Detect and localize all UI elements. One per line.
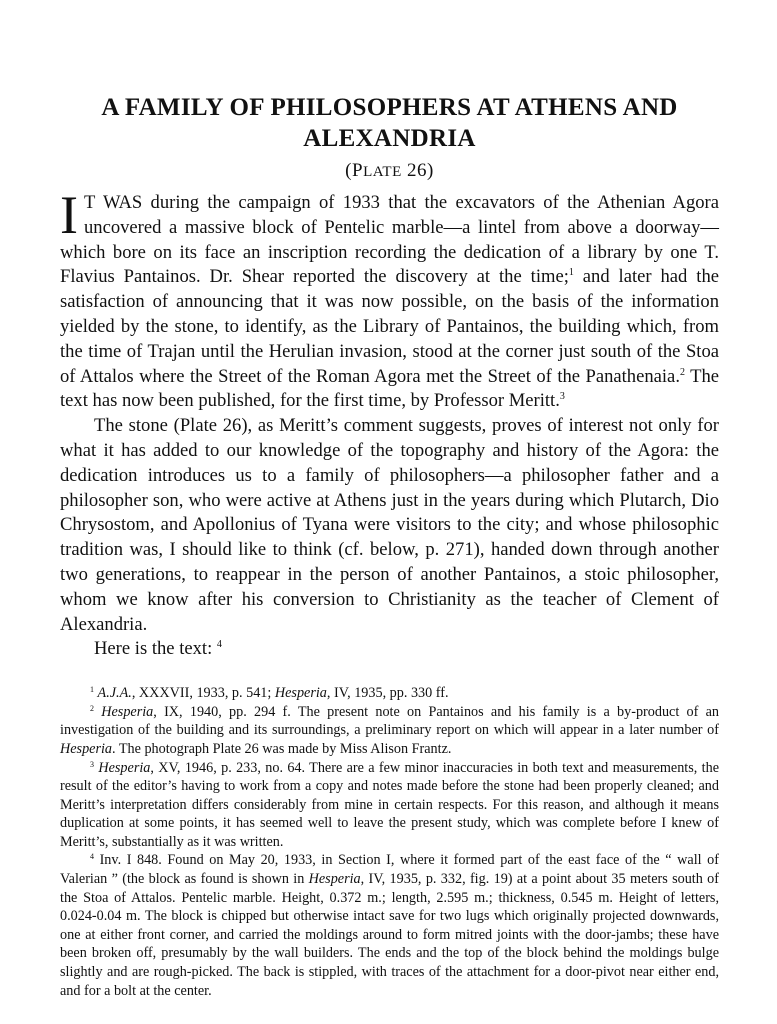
paragraph-1-text-a: T WAS during the campaign of 1933 that the excavators of the Athenian Agora uncovered a massive block of Pentelic marble—a lintel from above a doorway—which bore on its face an inscription recording the dedication of a library by one T. Flavius Pantainos. Dr. Shear reported the discovery at the time; [60,192,719,288]
footnote-4-journal: Hesperia [308,871,361,888]
article-title: A FAMILY OF PHILOSOPHERS AT ATHENS AND ALEXANDRIA [101,94,678,152]
paragraph-3 [60,637,719,662]
footnote-1-journal-2: Hesperia [274,685,327,702]
paragraph-2: The stone (Plate 26), as Meritt’s comment suggests, proves of interest not only for what it has added to our knowledge of the topography and history of the Agora: the dedication introduces us to a family of philosophers—a philosopher father and a philosopher son, who were active at Athens just in the years during which Plutarch, Dio Chrysostom, and Apollonius of Tyana were visitors to the city; and whose philosophic tradition was, I should like to think (cf. below, p. 271), handed down through another two generations, to reappear in the person of another Pantainos, a stoic philosopher, whom we know after his conversion to Christianity as the teacher of Clement of Alexandria. [60,415,719,635]
footnote-ref-3[interactable]: 3 [559,391,565,403]
paragraph-1-text-c: The text has now been published, for the first time, by Professor Meritt. [60,365,719,412]
footnote-2-mark: 2 [90,703,94,713]
footnote-4-text: Inv. I 848. Found on May 20, 1933, in Section I, where it formed part of the east face of the “ wall of Valerian ” (the block as found is shown in [60,852,719,888]
paragraph-1-text-b: and later had the satisfaction of announcing that it was now possible, on the basis of the information yielded by the stone, to identify, as the Library of Pantainos, the building which, from the time of Trajan until the Herulian invasion, stood at the corner just south of the Stoa of Attalos where the Street of the Roman Agora met the Street of the Panathenaia. [60,266,719,387]
plate-open: (P [345,160,364,181]
footnote-4 [60,851,719,1000]
footnote-2 [60,703,719,759]
footnote-2-text: , IX, 1940, pp. 294 f. The present note on Pantainos and his family is a by-product of an investigation of the building and its surroundings, a preliminary report on which will appear in a later number of [60,703,720,739]
article-page [60,92,719,1000]
footnotes [60,684,719,1000]
footnote-1-journal: A.J.A. [97,685,132,702]
footnote-1-text: , XXXVII, 1933, p. 541; [131,685,275,702]
footnote-3 [60,759,719,852]
footnote-ref-4[interactable]: 4 [216,639,222,651]
footnote-3-text: , XV, 1946, p. 233, no. 64. There are a few minor inaccuracies in both text and measurements, the result of the editor’s having to work from a copy and notes made before the stone had been properly cleaned; and Meritt’s interpretation differs considerably from mine in certain respects. For this reason, and although it means duplication at some points, it has seemed well to leave the present study, which was complete before I knew of Meritt’s, substantially as it was written. [60,759,719,850]
footnote-2-journal: Hesperia [101,703,154,720]
article-body [60,185,719,662]
plate-reference [60,160,719,182]
footnote-1-text-2: , IV, 1935, pp. 330 ff. [326,685,449,702]
footnote-ref-1[interactable]: 1 [568,267,574,279]
footnote-1 [60,684,719,703]
footnote-2-journal-2: Hesperia [60,740,113,757]
plate-smallcaps: LATE [363,164,402,180]
drop-cap: I [60,185,78,245]
footnote-4-text-2: , IV, 1935, p. 332, fig. 19) at a point about 35 meters south of the Stoa of Attalos. Pentelic marble. Height, 0.372 m.; length, 2.595 m.; thickness, 0.545 m. Height of letters, 0.024-0.04 m. The block is chipped but otherwise intact save for two lugs which originally projected downwards, one at either front corner, and carried the moldings around to form mitred joints with the door-jambs; these have been broken off, presumably by the wall builders. The ends and the top of the block behind the moldings bulge slightly and are rough-picked. The back is stippled, with traces of the attachment for a door-pivot near either end, and for a bolt at the center. [60,871,719,999]
footnote-ref-2[interactable]: 2 [679,366,685,378]
footnote-2-text-2: . The photograph Plate 26 was made by Miss Alison Frantz. [112,740,452,757]
paragraph-1 [60,185,719,414]
plate-close: 26) [401,160,434,181]
footnote-4-mark: 4 [90,852,94,862]
paragraph-3-text: Here is the text: [94,638,213,660]
footnote-1-mark: 1 [90,685,94,695]
footnote-3-mark: 3 [90,759,94,769]
footnote-3-journal: Hesperia [98,759,151,776]
